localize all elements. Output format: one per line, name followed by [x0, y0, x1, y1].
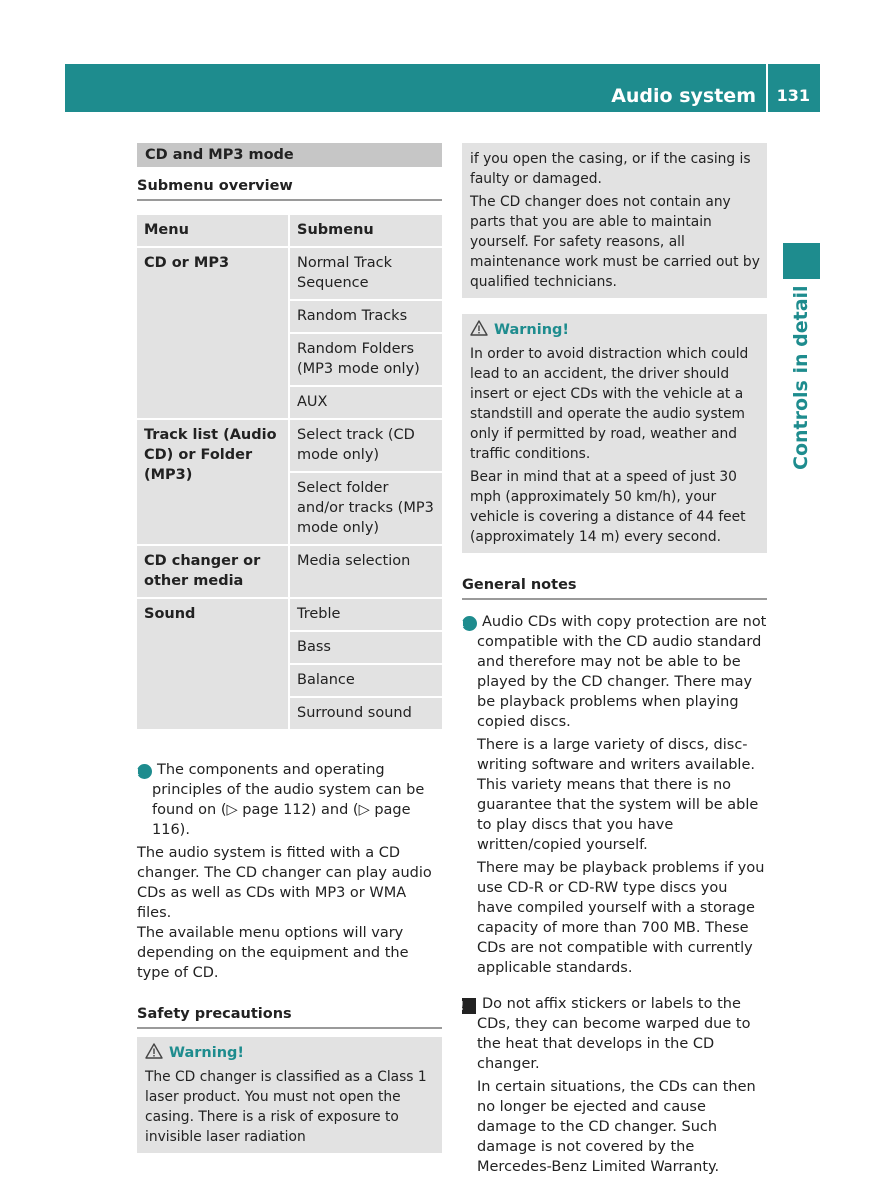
info-note-text: The components and operating principles of the audio system can be found on (▷ page 112) and (▷ page 116).: [152, 762, 425, 838]
table-cell-submenu: Surround sound: [289, 697, 442, 729]
info-icon: i: [137, 764, 152, 779]
info-note: [459, 612, 767, 732]
warning-text: In order to avoid distraction which could lead to an accident, the driver should insert or eject CDs with the vehicle at a standstill and operate the audio system only if permitted by road, weather and traffic conditions.: [470, 346, 749, 462]
warning-box-continued: [462, 143, 767, 298]
warning-text: if you open the casing, or if the casing is faulty or damaged.: [470, 151, 751, 187]
body-paragraph: The available menu options will vary depending on the equipment and the type of CD.: [137, 925, 409, 981]
table-cell-submenu: Balance: [289, 664, 442, 697]
section-title: CD and MP3 mode: [137, 143, 442, 167]
table-cell-menu: CD or MP3: [137, 247, 289, 419]
table-cell-menu: Sound: [137, 598, 289, 729]
warning-title-text: Warning!: [169, 1045, 245, 1061]
page-number: 131: [776, 86, 810, 105]
warning-title-text: Warning!: [494, 322, 570, 338]
info-paragraph: There is a large variety of discs, disc-writing software and writers available. This variety means that there is no guarantee that the system will be able to play discs that you have written/copied yourself.: [477, 737, 759, 853]
table-header-menu: Menu: [137, 215, 289, 247]
safety-heading: Safety precautions: [137, 1004, 442, 1029]
table-cell-submenu: Random Tracks: [289, 300, 442, 333]
table-cell-submenu: Normal Track Sequence: [289, 247, 442, 300]
general-notes-heading: General notes: [462, 575, 767, 600]
table-cell-submenu: Select track (CD mode only): [289, 419, 442, 472]
warning-triangle-icon: [470, 320, 488, 336]
info-note-text: Audio CDs with copy protection are not compatible with the CD audio standard and therefore may not be able to be played by the CD changer. There may be playback problems when playing copied discs.: [477, 614, 767, 730]
table-row: [137, 247, 442, 300]
side-tab-label: Controls in detail: [790, 285, 812, 470]
caution-note: [458, 994, 767, 1074]
warning-box: [462, 314, 767, 553]
info-icon: i: [462, 616, 477, 631]
warning-text: The CD changer is classified as a Class 1 laser product. You must not open the casing. There is a risk of exposure to invisible laser radiation: [145, 1069, 427, 1145]
header-bar: [65, 64, 820, 112]
table-row: [137, 545, 442, 598]
table-cell-submenu: AUX: [289, 386, 442, 419]
caution-paragraph: In certain situations, the CDs can then no longer be ejected and cause damage to the CD changer. Such damage is not covered by the Mercedes-Benz Limited Warranty.: [477, 1079, 756, 1175]
table-cell-submenu: Select folder and/or tracks (MP3 mode only): [289, 472, 442, 545]
page-title: Audio system: [611, 85, 756, 107]
table-row: [137, 419, 442, 472]
table-cell-menu: CD changer or other media: [137, 545, 289, 598]
right-column: [458, 143, 767, 1177]
warning-triangle-icon: [145, 1043, 163, 1059]
warning-text: The CD changer does not contain any parts that you are able to maintain yourself. For safety reasons, all maintenance work must be carried out by qualified technicians.: [470, 194, 760, 290]
body-paragraph: The audio system is fitted with a CD changer. The CD changer can play audio CDs as well as CDs with MP3 or WMA files.: [137, 845, 432, 921]
table-cell-menu: Track list (Audio CD) or Folder (MP3): [137, 419, 289, 545]
warning-title: [470, 320, 760, 340]
exclamation-icon: !: [462, 998, 476, 1014]
table-cell-submenu: Bass: [289, 631, 442, 664]
table-header-submenu: Submenu: [289, 215, 442, 247]
table-row: [137, 598, 442, 631]
table-cell-submenu: Treble: [289, 598, 442, 631]
table-header-row: [137, 215, 442, 247]
info-paragraph: There may be playback problems if you use CD-R or CD-RW type discs you have compiled yourself with a storage capacity of more than 700 MB. These CDs are not compatible with currently applicable standards.: [477, 860, 765, 976]
header-divider: [766, 64, 768, 112]
warning-box: [137, 1037, 442, 1153]
left-column: [134, 143, 442, 1153]
table-cell-submenu: Media selection: [289, 545, 442, 598]
warning-text: Bear in mind that at a speed of just 30 mph (approximately 50 km/h), your vehicle is covering a distance of 44 feet (approximately 14 m) every second.: [470, 469, 746, 545]
side-tab-marker: [783, 243, 820, 279]
submenu-heading: Submenu overview: [137, 176, 442, 201]
info-note: [134, 760, 442, 840]
warning-title: [145, 1043, 435, 1063]
table-cell-submenu: Random Folders (MP3 mode only): [289, 333, 442, 386]
caution-note-text: Do not affix stickers or labels to the CDs, they can become warped due to the heat that develops in the CD changer.: [477, 996, 751, 1072]
submenu-table: [137, 215, 442, 729]
